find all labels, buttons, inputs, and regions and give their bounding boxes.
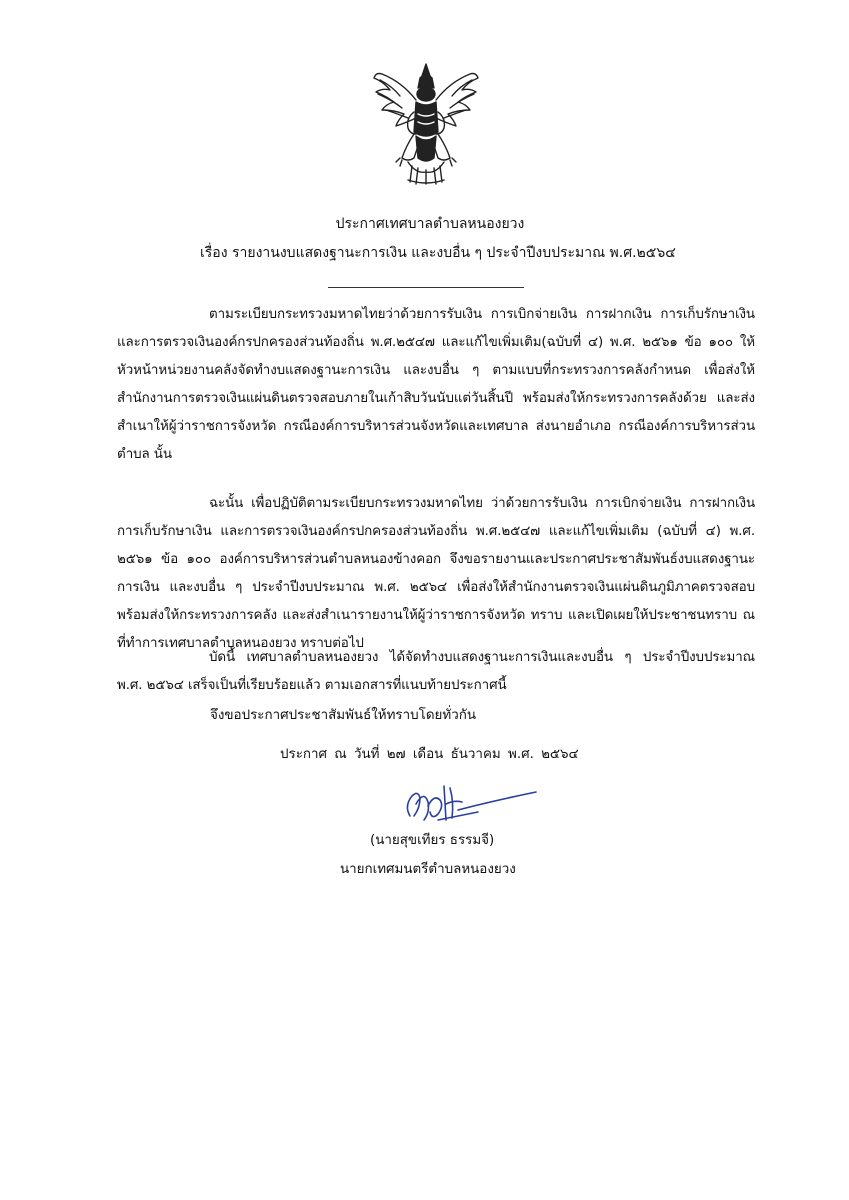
announcement-subject: เรื่อง รายงานงบแสดงฐานะการเงิน และงบอื่น ๆ ประจำปีงบประมาณ พ.ศ.๒๕๖๔ (200, 245, 676, 261)
body-paragraph-2: ฉะนั้น เพื่อปฏิบัติตามระเบียบกระทรวงมหาดไทย ว่าด้วยการรับเงิน การเบิกจ่ายเงิน การฝากเงิน การเก็บรักษาเงิน และการตรวจเงินองค์กรปกครองส่วนท้องถิ่น พ.ศ.๒๕๔๗ และแก้ไขเพิ่มเติม (ฉบับที่ ๔) พ.ศ. ๒๕๖๑ ข้อ ๑๐๐ องค์การบริหารส่วนตำบลหนองข้างคอก จึงขอรายงานและประกาศประชาสัมพันธ์งบแสดงฐานะการเงิน และงบอื่น ๆ ประจำปีงบประมาณ พ.ศ. ๒๕๖๔ เพื่อส่งให้สำนักงานตรวจเงินแผ่นดินภูมิภาคตรวจสอบ พร้อมส่งให้กระทรวงการคลัง และส่งสำเนารายงานให้ผู้ว่าราชการจังหวัด ทราบ และเปิดเผยให้ประชาชนทราบ ณ ที่ทำการเทศบาลตำบลหนองยวง ทราบต่อไป (117, 496, 755, 652)
signer-position: นายกเทศมนตรีตำบลหนองยวง (340, 862, 516, 877)
signer-name: (นายสุขเทียร ธรรมจี) (370, 833, 495, 848)
body-paragraph-1: ตามระเบียบกระทรวงมหาดไทยว่าด้วยการรับเงิน การเบิกจ่ายเงิน การฝากเงิน การเก็บรักษาเงิน และการตรวจเงินองค์กรปกครองส่วนท้องถิ่น พ.ศ.๒๕๔๗ และแก้ไขเพิ่มเติม(ฉบับที่ ๔) พ.ศ. ๒๕๖๑ ข้อ ๑๐๐ ให้หัวหน้าหน่วยงานคลังจัดทำงบแสดงฐานะการเงิน และงบอื่น ๆ ตามแบบที่กระทรวงการคลังกำหนด เพื่อส่งให้สำนักงานการตรวจเงินแผ่นดินตรวจสอบภายในเก้าสิบวันนับแต่วันสิ้นปี พร้อมส่งให้กระทรวงการคลังด้วย และส่งสำเนาให้ผู้ว่าราชการจังหวัด กรณีองค์การบริหารส่วนจังหวัดและเทศบาล ส่งนายอำเภอ กรณีองค์การบริหารส่วนตำบล นั้น (117, 307, 755, 463)
garuda-emblem (372, 62, 480, 186)
title-divider (328, 287, 524, 288)
handwritten-signature (398, 776, 538, 830)
body-paragraph-3: บัดนี้ เทศบาลตำบลหนองยวง ได้จัดทำงบแสดงฐานะการเงินและงบอื่น ๆ ประจำปีงบประมาณ พ.ศ. ๒๕๖๔ เสร็จเป็นที่เรียบร้อยแล้ว ตามเอกสารที่แนบท้ายประกาศนี้ (117, 650, 755, 694)
closing-statement: จึงขอประกาศประชาสัมพันธ์ให้ทราบโดยทั่วกัน (210, 708, 476, 723)
announcement-title: ประกาศเทศบาลตำบลหนองยวง (335, 216, 525, 232)
announcement-date: ประกาศ ณ วันที่ ๒๗ เดือน ธันวาคม พ.ศ. ๒๕๖๔ (280, 747, 579, 762)
